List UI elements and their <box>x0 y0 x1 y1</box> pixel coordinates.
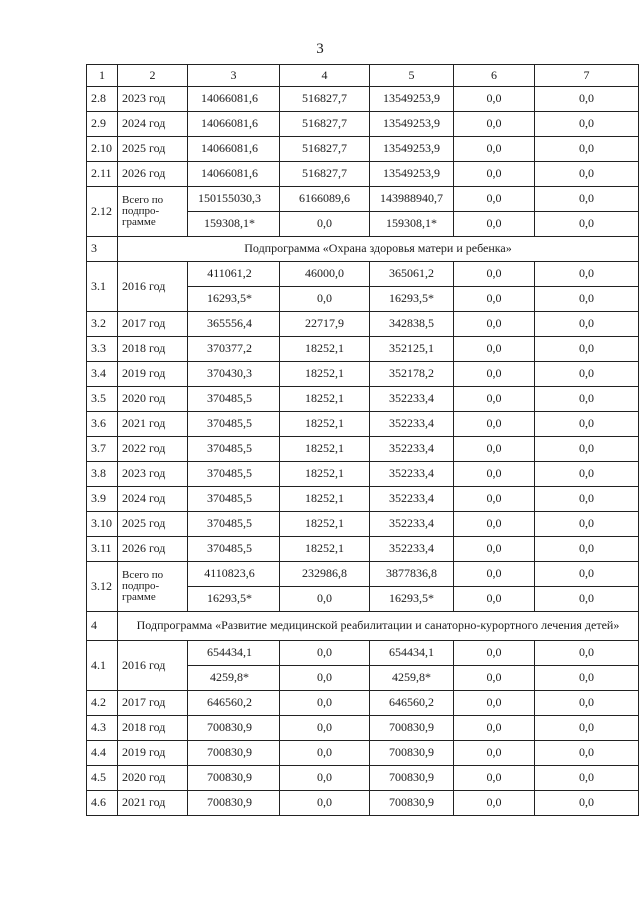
table-row <box>87 716 639 741</box>
cell-value: 0,0 <box>535 462 639 487</box>
table-row <box>87 766 639 791</box>
row-number: 4.3 <box>87 716 118 741</box>
row-year: 2023 год <box>118 462 188 487</box>
section-number: 4 <box>87 612 118 641</box>
table-row <box>87 87 639 112</box>
row-year: 2020 год <box>118 766 188 791</box>
cell-value: 370485,5 <box>188 437 280 462</box>
cell-value: 0,0 <box>535 362 639 387</box>
row-year: 2025 год <box>118 137 188 162</box>
cell-value: 0,0 <box>454 162 535 187</box>
cell-value: 0,0 <box>454 641 535 666</box>
cell-value: 0,0 <box>454 716 535 741</box>
cell-value: 0,0 <box>535 716 639 741</box>
table-row <box>87 537 639 562</box>
cell-value: 0,0 <box>454 412 535 437</box>
cell-value: 0,0 <box>535 287 639 312</box>
cell-value: 22717,9 <box>280 312 370 337</box>
cell-value: 0,0 <box>454 666 535 691</box>
section-row <box>87 237 639 262</box>
table-row <box>87 262 639 287</box>
table-row <box>87 691 639 716</box>
cell-value: 18252,1 <box>280 512 370 537</box>
row-year: 2021 год <box>118 412 188 437</box>
cell-value: 0,0 <box>280 212 370 237</box>
table-row <box>87 312 639 337</box>
cell-value: 0,0 <box>535 437 639 462</box>
cell-value: 6166089,6 <box>280 187 370 212</box>
section-title: Подпрограмма «Охрана здоровья матери и ребенка» <box>118 237 639 262</box>
page-number: 3 <box>316 41 324 57</box>
table-row <box>87 412 639 437</box>
row-number: 3.3 <box>87 337 118 362</box>
cell-value: 0,0 <box>535 212 639 237</box>
row-year: 2024 год <box>118 487 188 512</box>
column-header: 2 <box>118 65 188 87</box>
row-number: 3.9 <box>87 487 118 512</box>
table-row <box>87 462 639 487</box>
cell-value: 0,0 <box>535 641 639 666</box>
column-header: 6 <box>454 65 535 87</box>
cell-value: 700830,9 <box>370 766 454 791</box>
cell-value: 16293,5* <box>188 587 280 612</box>
cell-value: 700830,9 <box>188 716 280 741</box>
cell-value: 150155030,3 <box>188 187 280 212</box>
cell-value: 352233,4 <box>370 537 454 562</box>
cell-value: 16293,5* <box>370 287 454 312</box>
cell-value: 370485,5 <box>188 412 280 437</box>
cell-value: 700830,9 <box>370 716 454 741</box>
cell-value: 370485,5 <box>188 462 280 487</box>
cell-value: 0,0 <box>535 112 639 137</box>
row-number: 3.7 <box>87 437 118 462</box>
cell-value: 0,0 <box>454 766 535 791</box>
cell-value: 516827,7 <box>280 87 370 112</box>
column-header: 3 <box>188 65 280 87</box>
cell-value: 365061,2 <box>370 262 454 287</box>
row-label: Всего по подпро-грамме <box>118 187 188 237</box>
cell-value: 365556,4 <box>188 312 280 337</box>
cell-value: 0,0 <box>535 387 639 412</box>
cell-value: 654434,1 <box>188 641 280 666</box>
row-year: 2026 год <box>118 537 188 562</box>
cell-value: 700830,9 <box>188 741 280 766</box>
row-number: 4.4 <box>87 741 118 766</box>
cell-value: 646560,2 <box>188 691 280 716</box>
section-number: 3 <box>87 237 118 262</box>
cell-value: 352125,1 <box>370 337 454 362</box>
cell-value: 0,0 <box>535 791 639 816</box>
row-number: 3.12 <box>87 562 118 612</box>
row-year: 2022 год <box>118 437 188 462</box>
cell-value: 13549253,9 <box>370 87 454 112</box>
column-header: 5 <box>370 65 454 87</box>
row-number: 3.1 <box>87 262 118 312</box>
row-year: 2018 год <box>118 716 188 741</box>
row-year: 2026 год <box>118 162 188 187</box>
cell-value: 0,0 <box>454 512 535 537</box>
cell-value: 18252,1 <box>280 537 370 562</box>
header-row <box>87 65 639 87</box>
cell-value: 16293,5* <box>370 587 454 612</box>
row-number: 2.8 <box>87 87 118 112</box>
cell-value: 0,0 <box>454 741 535 766</box>
table-row <box>87 112 639 137</box>
table-row <box>87 741 639 766</box>
cell-value: 0,0 <box>454 587 535 612</box>
cell-value: 13549253,9 <box>370 137 454 162</box>
cell-value: 14066081,6 <box>188 87 280 112</box>
row-year: 2017 год <box>118 312 188 337</box>
cell-value: 0,0 <box>454 791 535 816</box>
table-row <box>87 337 639 362</box>
cell-value: 0,0 <box>535 691 639 716</box>
cell-value: 14066081,6 <box>188 112 280 137</box>
row-number: 2.9 <box>87 112 118 137</box>
cell-value: 0,0 <box>280 791 370 816</box>
cell-value: 4259,8* <box>370 666 454 691</box>
cell-value: 0,0 <box>454 462 535 487</box>
cell-value: 0,0 <box>454 312 535 337</box>
row-year: 2020 год <box>118 387 188 412</box>
cell-value: 0,0 <box>454 437 535 462</box>
row-number: 4.6 <box>87 791 118 816</box>
row-year: 2017 год <box>118 691 188 716</box>
table-row <box>87 187 639 212</box>
table-row <box>87 487 639 512</box>
cell-value: 370485,5 <box>188 487 280 512</box>
cell-value: 0,0 <box>535 87 639 112</box>
cell-value: 0,0 <box>280 666 370 691</box>
cell-value: 16293,5* <box>188 287 280 312</box>
cell-value: 700830,9 <box>370 741 454 766</box>
cell-value: 0,0 <box>535 312 639 337</box>
cell-value: 13549253,9 <box>370 112 454 137</box>
row-number: 4.2 <box>87 691 118 716</box>
cell-value: 700830,9 <box>370 791 454 816</box>
cell-value: 700830,9 <box>188 766 280 791</box>
cell-value: 352233,4 <box>370 512 454 537</box>
cell-value: 46000,0 <box>280 262 370 287</box>
row-number: 3.11 <box>87 537 118 562</box>
cell-value: 18252,1 <box>280 487 370 512</box>
cell-value: 0,0 <box>535 537 639 562</box>
row-label: Всего по подпро-грамме <box>118 562 188 612</box>
cell-value: 370430,3 <box>188 362 280 387</box>
cell-value: 0,0 <box>454 691 535 716</box>
cell-value: 700830,9 <box>188 791 280 816</box>
cell-value: 352233,4 <box>370 387 454 412</box>
cell-value: 0,0 <box>535 412 639 437</box>
cell-value: 0,0 <box>454 562 535 587</box>
cell-value: 0,0 <box>535 741 639 766</box>
cell-value: 0,0 <box>454 362 535 387</box>
cell-value: 352233,4 <box>370 437 454 462</box>
cell-value: 0,0 <box>280 287 370 312</box>
table-row <box>87 137 639 162</box>
cell-value: 143988940,7 <box>370 187 454 212</box>
cell-value: 0,0 <box>454 262 535 287</box>
section-title: Подпрограмма «Развитие медицинской реабилитации и санаторно-курортного лечения детей» <box>118 612 639 641</box>
row-label: 2016 год <box>118 641 188 691</box>
cell-value: 0,0 <box>535 512 639 537</box>
table-row <box>87 562 639 587</box>
cell-value: 0,0 <box>454 137 535 162</box>
cell-value: 13549253,9 <box>370 162 454 187</box>
column-header: 4 <box>280 65 370 87</box>
cell-value: 0,0 <box>535 137 639 162</box>
row-year: 2025 год <box>118 512 188 537</box>
row-number: 2.11 <box>87 162 118 187</box>
table-row <box>87 641 639 666</box>
cell-value: 0,0 <box>535 187 639 212</box>
row-number: 3.2 <box>87 312 118 337</box>
cell-value: 0,0 <box>454 337 535 362</box>
cell-value: 0,0 <box>454 537 535 562</box>
row-number: 3.10 <box>87 512 118 537</box>
cell-value: 0,0 <box>454 387 535 412</box>
row-number: 3.4 <box>87 362 118 387</box>
table-row <box>87 362 639 387</box>
cell-value: 0,0 <box>535 337 639 362</box>
cell-value: 370485,5 <box>188 512 280 537</box>
cell-value: 0,0 <box>535 487 639 512</box>
cell-value: 0,0 <box>454 112 535 137</box>
cell-value: 14066081,6 <box>188 162 280 187</box>
funding-table <box>86 64 639 816</box>
cell-value: 370485,5 <box>188 537 280 562</box>
table-row <box>87 437 639 462</box>
cell-value: 352233,4 <box>370 462 454 487</box>
cell-value: 0,0 <box>280 716 370 741</box>
cell-value: 646560,2 <box>370 691 454 716</box>
row-year: 2021 год <box>118 791 188 816</box>
cell-value: 4259,8* <box>188 666 280 691</box>
cell-value: 14066081,6 <box>188 137 280 162</box>
cell-value: 0,0 <box>280 587 370 612</box>
cell-value: 18252,1 <box>280 412 370 437</box>
cell-value: 3877836,8 <box>370 562 454 587</box>
cell-value: 0,0 <box>535 666 639 691</box>
cell-value: 370485,5 <box>188 387 280 412</box>
row-number: 3.6 <box>87 412 118 437</box>
row-number: 2.10 <box>87 137 118 162</box>
cell-value: 0,0 <box>454 487 535 512</box>
cell-value: 4110823,6 <box>188 562 280 587</box>
section-row <box>87 612 639 641</box>
table-row <box>87 512 639 537</box>
cell-value: 159308,1* <box>188 212 280 237</box>
row-number: 3.5 <box>87 387 118 412</box>
table-row <box>87 162 639 187</box>
cell-value: 352233,4 <box>370 412 454 437</box>
row-number: 3.8 <box>87 462 118 487</box>
cell-value: 0,0 <box>280 741 370 766</box>
cell-value: 18252,1 <box>280 362 370 387</box>
cell-value: 0,0 <box>454 212 535 237</box>
cell-value: 159308,1* <box>370 212 454 237</box>
cell-value: 411061,2 <box>188 262 280 287</box>
row-year: 2019 год <box>118 741 188 766</box>
cell-value: 0,0 <box>535 587 639 612</box>
cell-value: 0,0 <box>454 287 535 312</box>
table-row <box>87 791 639 816</box>
cell-value: 0,0 <box>535 562 639 587</box>
row-year: 2024 год <box>118 112 188 137</box>
cell-value: 232986,8 <box>280 562 370 587</box>
cell-value: 654434,1 <box>370 641 454 666</box>
row-number: 4.1 <box>87 641 118 691</box>
cell-value: 370377,2 <box>188 337 280 362</box>
cell-value: 0,0 <box>535 162 639 187</box>
cell-value: 0,0 <box>535 766 639 791</box>
cell-value: 18252,1 <box>280 462 370 487</box>
column-header: 7 <box>535 65 639 87</box>
cell-value: 0,0 <box>454 187 535 212</box>
row-number: 2.12 <box>87 187 118 237</box>
row-year: 2019 год <box>118 362 188 387</box>
row-year: 2023 год <box>118 87 188 112</box>
cell-value: 516827,7 <box>280 112 370 137</box>
cell-value: 18252,1 <box>280 337 370 362</box>
cell-value: 516827,7 <box>280 137 370 162</box>
cell-value: 0,0 <box>280 766 370 791</box>
cell-value: 342838,5 <box>370 312 454 337</box>
cell-value: 0,0 <box>535 262 639 287</box>
cell-value: 516827,7 <box>280 162 370 187</box>
row-number: 4.5 <box>87 766 118 791</box>
row-year: 2018 год <box>118 337 188 362</box>
cell-value: 352178,2 <box>370 362 454 387</box>
row-label: 2016 год <box>118 262 188 312</box>
cell-value: 18252,1 <box>280 387 370 412</box>
cell-value: 0,0 <box>280 641 370 666</box>
cell-value: 0,0 <box>454 87 535 112</box>
cell-value: 18252,1 <box>280 437 370 462</box>
cell-value: 0,0 <box>280 691 370 716</box>
cell-value: 352233,4 <box>370 487 454 512</box>
table-row <box>87 387 639 412</box>
column-header: 1 <box>87 65 118 87</box>
